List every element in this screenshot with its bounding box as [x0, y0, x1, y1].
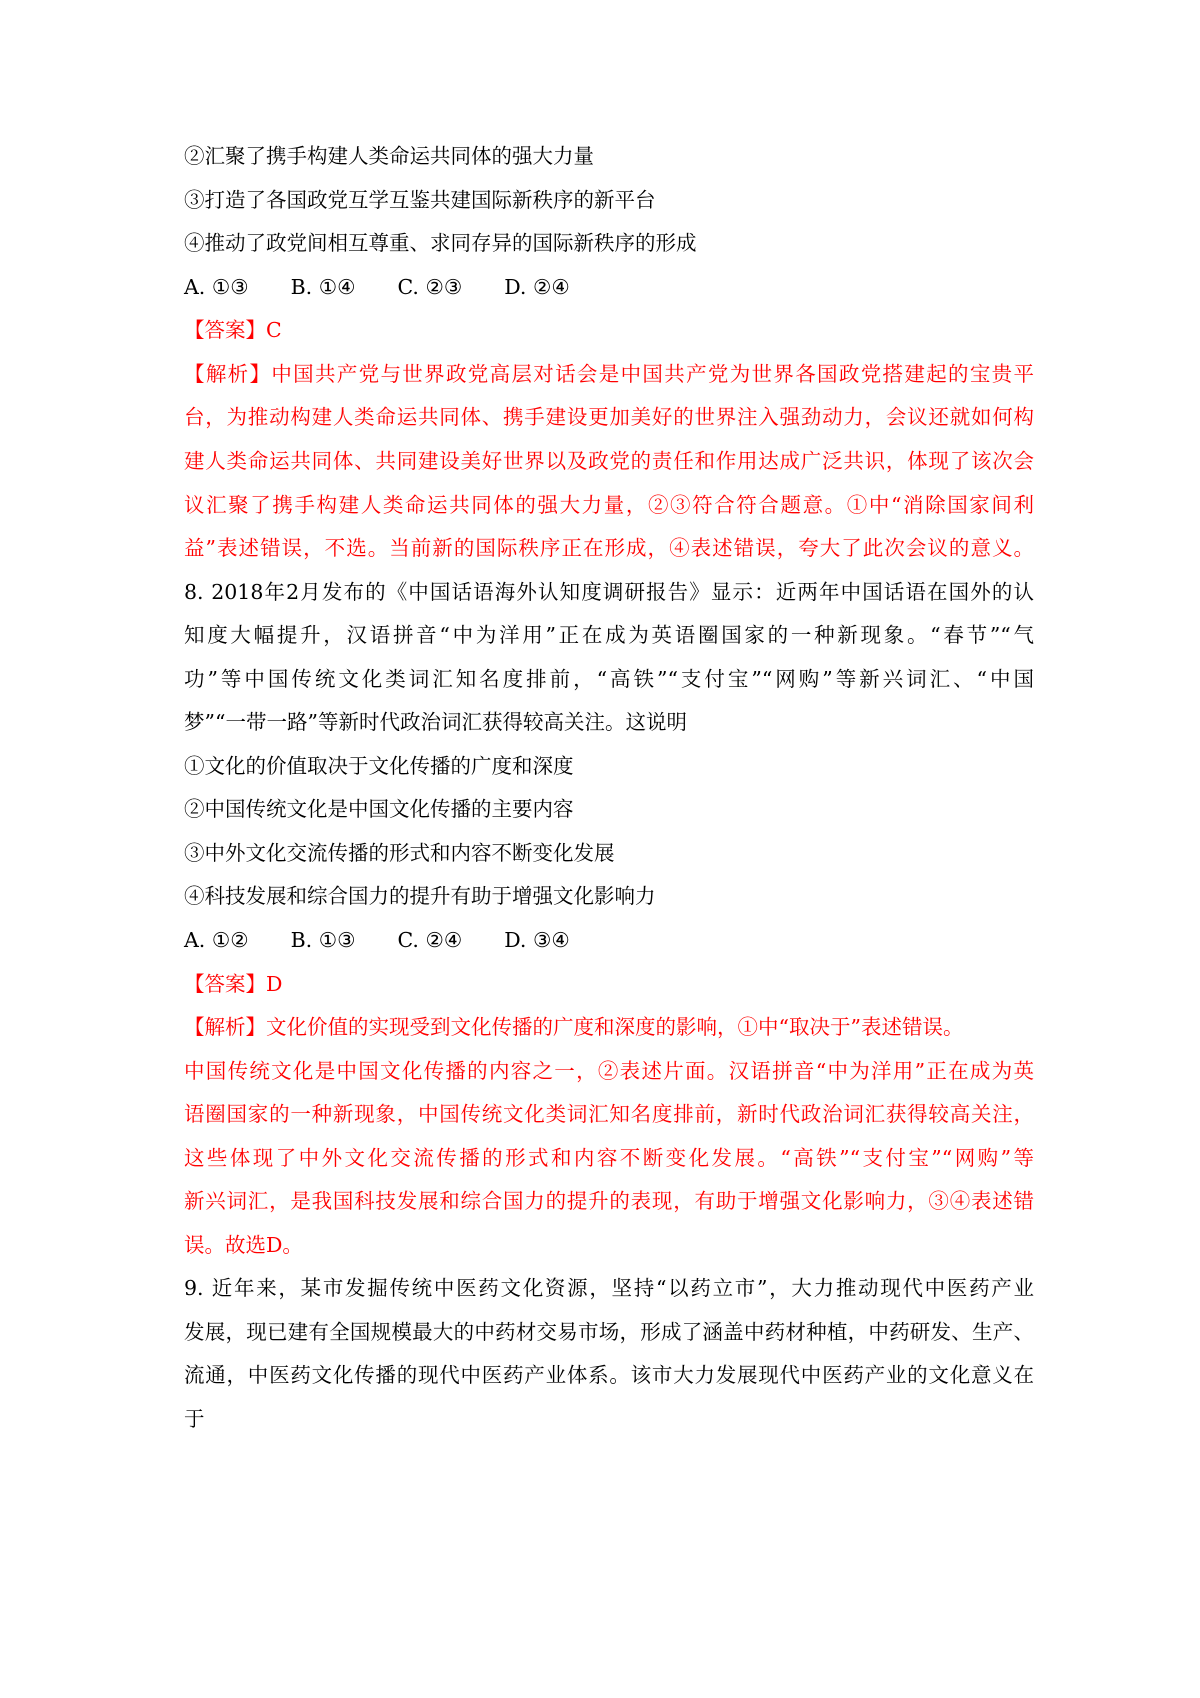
q7-analysis-line-1 [184, 359, 1034, 389]
q7-statement-2: ②汇聚了携手构建人类命运共同体的强大力量 [184, 144, 594, 168]
q8-option-a: A. ①② [184, 928, 249, 952]
q8-options [184, 925, 1034, 955]
q7-statement-4: ④推动了政党间相互尊重、求同存异的国际新秩序的形成 [184, 231, 697, 255]
q8-option-c: C. ②④ [397, 928, 463, 952]
q8-answer-value: D [266, 972, 283, 996]
q8-statement-4: ④科技发展和综合国力的提升有助于增强文化影响力 [184, 884, 656, 908]
q7-analysis-line-3: 建人类命运共同体、共同建设美好世界以及政党的责任和作用达成广泛共识，体现了该次会 [184, 449, 1034, 473]
q7-option-c: C. ②③ [397, 275, 463, 299]
q8-analysis-line-5: 新兴词汇，是我国科技发展和综合国力的提升的表现，有助于增强文化影响力，③④表述错 [184, 1189, 1034, 1213]
q7-option-d: D. ②④ [504, 275, 570, 299]
q8-analysis-label: 【解析】 [184, 1015, 266, 1039]
q9-stem-line-1: 9. 近年来，某市发掘传统中医药文化资源，坚持“以药立市”，大力推动现代中医药产业 [184, 1276, 1034, 1300]
q9-stem-line-3: 流通，中医药文化传播的现代中医药产业体系。该市大力发展现代中医药产业的文化意义在 [184, 1363, 1034, 1387]
q8-stem-line-2: 知度大幅提升，汉语拼音“中为洋用”正在成为英语圈国家的一种新现象。“春节”“气 [184, 623, 1034, 647]
q8-statement-1: ①文化的价值取决于文化传播的广度和深度 [184, 754, 574, 778]
q7-analysis-line-2: 台，为推动构建人类命运共同体、携手建设更加美好的世界注入强劲动力，会议还就如何构 [184, 405, 1034, 429]
q8-answer-label: 【答案】 [184, 972, 266, 996]
q8-analysis-line-6: 误。故选D。 [184, 1233, 303, 1257]
q8-analysis-line-1 [184, 1012, 1034, 1042]
q8-option-b: B. ①③ [290, 928, 356, 952]
q8-statement-2: ②中国传统文化是中国文化传播的主要内容 [184, 797, 574, 821]
q8-analysis-line-2: 中国传统文化是中国文化传播的内容之一，②表述片面。汉语拼音“中为洋用”正在成为英 [184, 1059, 1034, 1083]
q8-analysis-text-1: 文化价值的实现受到文化传播的广度和深度的影响，①中“取决于”表述错误。 [266, 1015, 964, 1039]
q7-answer [184, 315, 1034, 345]
q8-statement-3: ③中外文化交流传播的形式和内容不断变化发展 [184, 841, 615, 865]
q7-analysis-line-5: 益”表述错误，不选。当前新的国际秩序正在形成，④表述错误，夸大了此次会议的意义。 [184, 536, 1034, 560]
q7-answer-value: C [266, 318, 282, 342]
q7-statement-3: ③打造了各国政党互学互鉴共建国际新秩序的新平台 [184, 188, 656, 212]
q8-analysis-line-4: 这些体现了中外文化交流传播的形式和内容不断变化发展。“高铁”“支付宝”“网购”等 [184, 1146, 1034, 1170]
q7-options [184, 272, 1034, 302]
q7-analysis-text-1: 中国共产党与世界政党高层对话会是中国共产党为世界各国政党搭建起的宝贵平 [271, 362, 1035, 386]
q7-analysis-line-4: 议汇聚了携手构建人类命运共同体的强大力量，②③符合符合题意。①中“消除国家间利 [184, 493, 1034, 517]
q7-option-b: B. ①④ [290, 275, 356, 299]
q8-stem-line-1: 8. 2018年2月发布的《中国话语海外认知度调研报告》显示：近两年中国话语在国外的认 [184, 580, 1034, 604]
q7-answer-label: 【答案】 [184, 318, 266, 342]
q8-answer [184, 969, 1034, 999]
q7-analysis-label: 【解析】 [184, 362, 272, 386]
q7-option-a: A. ①③ [184, 275, 249, 299]
q9-stem-line-2: 发展，现已建有全国规模最大的中药材交易市场，形成了涵盖中药材种植，中药研发、生产、 [184, 1320, 1034, 1344]
q8-stem-line-3: 功”等中国传统文化类词汇知名度排前，“高铁”“支付宝”“网购”等新兴词汇、“中国 [184, 667, 1034, 691]
q9-stem-line-4: 于 [184, 1407, 205, 1431]
q8-option-d: D. ③④ [504, 928, 570, 952]
q8-stem-line-4: 梦”“一带一路”等新时代政治词汇获得较高关注。这说明 [184, 710, 687, 734]
q8-analysis-line-3: 语圈国家的一种新现象，中国传统文化类词汇知名度排前，新时代政治词汇获得较高关注， [184, 1102, 1034, 1126]
